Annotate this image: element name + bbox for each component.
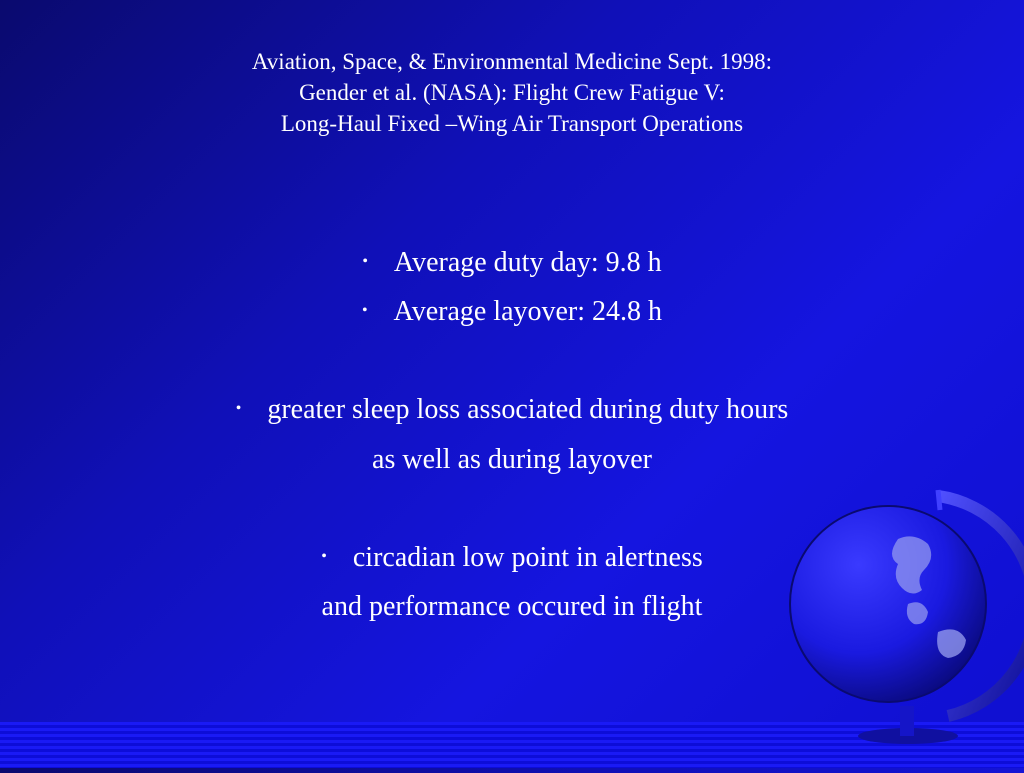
title-line-2: Gender et al. (NASA): Flight Crew Fatigue V:	[299, 80, 725, 105]
bullet-item-layover	[0, 292, 1024, 334]
bullet-marker: •	[362, 252, 368, 270]
globe-icon	[788, 484, 1024, 768]
bullet-marker: •	[361, 301, 368, 319]
bullet-marker: •	[321, 547, 327, 565]
bullet-text: circadian low point in alertness	[352, 542, 703, 573]
bullet-item-duty-day	[0, 243, 1024, 285]
title-line-1: Aviation, Space, & Environmental Medicine Sept. 1998:	[251, 49, 773, 74]
bullet-continuation: and performance occured in flight	[321, 591, 703, 622]
bullet-text: Average layover: 24.8 h	[393, 296, 663, 327]
title-line-3: Long-Haul Fixed –Wing Air Transport Operations	[280, 111, 744, 136]
bullet-marker: •	[235, 399, 242, 417]
bullet-text: greater sleep loss associated during duty hours	[267, 394, 789, 425]
bullet-text: Average duty day: 9.8 h	[393, 247, 662, 278]
bullet-item-sleep-loss	[0, 390, 1024, 432]
slide-title	[0, 46, 1024, 139]
bullet-continuation: as well as during layover	[372, 444, 652, 475]
